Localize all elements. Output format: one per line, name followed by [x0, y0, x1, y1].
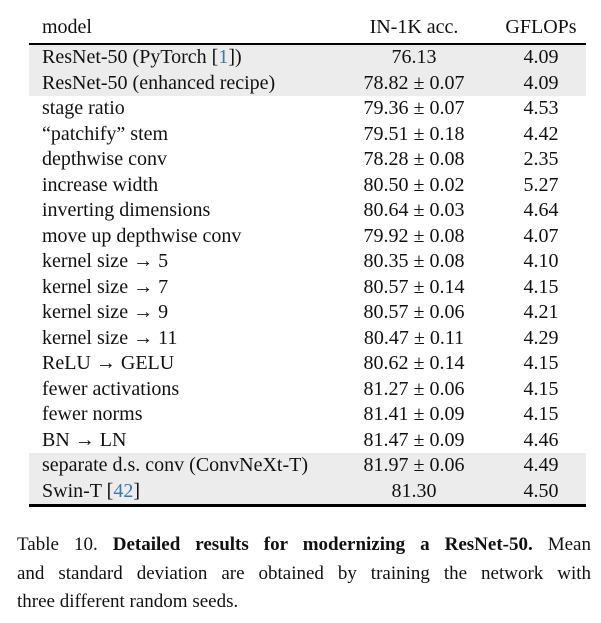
table-body	[29, 45, 586, 507]
table-row	[29, 326, 586, 352]
gflops-cell: 2.35	[523, 148, 559, 171]
column-header-in1k-acc: IN-1K acc.	[369, 16, 459, 38]
table-row	[29, 173, 586, 199]
acc-cell: 78.28 ± 0.08	[363, 148, 465, 171]
acc-cell: 80.57 ± 0.14	[363, 275, 465, 298]
model-text: ]	[133, 479, 140, 502]
table-row	[29, 249, 586, 275]
table-row	[29, 275, 586, 301]
gflops-cell: 4.29	[523, 326, 559, 349]
model-cell: depthwise conv	[42, 148, 167, 171]
model-cell: kernel size → 7	[42, 275, 169, 298]
acc-cell: 80.62 ± 0.14	[363, 352, 465, 375]
gflops-cell: 4.53	[523, 97, 559, 120]
gflops-cell: 4.09	[523, 46, 559, 69]
model-cell	[29, 46, 332, 69]
gflops-cell: 4.15	[523, 377, 559, 400]
acc-cell: 81.41 ± 0.09	[363, 403, 465, 426]
model-cell: kernel size → 5	[42, 250, 169, 273]
table-row	[29, 122, 586, 148]
citation-link-1[interactable]: 1	[218, 46, 229, 69]
table-row	[29, 71, 586, 97]
model-text: ])	[228, 46, 242, 69]
acc-cell: 78.82 ± 0.07	[363, 71, 465, 94]
gflops-cell: 4.09	[523, 71, 559, 94]
gflops-cell: 4.07	[523, 224, 559, 247]
acc-cell: 80.47 ± 0.11	[363, 326, 465, 349]
gflops-cell: 4.15	[523, 275, 559, 298]
acc-cell: 79.51 ± 0.18	[363, 122, 465, 145]
table-caption	[17, 531, 591, 617]
gflops-cell: 4.50	[523, 479, 559, 502]
column-header-gflops: GFLOPs	[505, 16, 577, 38]
table-header-row	[29, 12, 586, 45]
model-cell: increase width	[42, 173, 159, 196]
acc-cell: 80.64 ± 0.03	[363, 199, 465, 222]
acc-cell: 79.92 ± 0.08	[363, 224, 465, 247]
caption-line-1	[17, 531, 591, 560]
acc-cell: 80.57 ± 0.06	[363, 301, 465, 324]
table-row	[29, 147, 586, 173]
column-header-model: model	[42, 16, 92, 38]
model-cell: ResNet-50 (enhanced recipe)	[42, 71, 276, 94]
model-text: ResNet-50 (PyTorch [	[42, 46, 219, 69]
gflops-cell: 4.15	[523, 403, 559, 426]
model-cell: fewer activations	[42, 377, 180, 400]
model-cell: stage ratio	[42, 97, 125, 120]
table-row	[29, 45, 586, 71]
model-cell	[29, 480, 332, 503]
caption-line-2: and standard deviation are obtained by training the network with	[17, 562, 591, 584]
gflops-cell: 4.49	[523, 454, 559, 477]
acc-cell: 81.47 ± 0.09	[363, 428, 465, 451]
acc-cell: 79.36 ± 0.07	[363, 97, 465, 120]
caption-bold-title: Detailed results for modernizing a ResNet-50.	[112, 534, 533, 555]
model-cell: move up depthwise conv	[42, 224, 242, 247]
table-row	[29, 300, 586, 326]
acc-cell: 81.27 ± 0.06	[363, 377, 465, 400]
acc-cell: 76.13	[391, 46, 437, 69]
table-row	[29, 224, 586, 250]
table-row	[29, 198, 586, 224]
table-row	[29, 351, 586, 377]
acc-cell: 80.35 ± 0.08	[363, 250, 465, 273]
model-cell: separate d.s. conv (ConvNeXt-T)	[42, 454, 309, 477]
gflops-cell: 5.27	[523, 173, 559, 196]
model-cell: ReLU → GELU	[42, 352, 175, 375]
caption-line-3: three different random seeds.	[17, 591, 239, 612]
table-row	[29, 402, 586, 428]
model-cell: kernel size → 9	[42, 301, 169, 324]
model-cell: “patchify” stem	[42, 122, 169, 145]
acc-cell: 81.97 ± 0.06	[363, 454, 465, 477]
acc-cell: 80.50 ± 0.02	[363, 173, 465, 196]
gflops-cell: 4.15	[523, 352, 559, 375]
table-row	[29, 96, 586, 122]
caption-text: Mean	[547, 534, 591, 555]
gflops-cell: 4.64	[523, 199, 559, 222]
model-cell: inverting dimensions	[42, 199, 211, 222]
acc-cell: 81.30	[391, 479, 437, 502]
gflops-cell: 4.21	[523, 301, 559, 324]
gflops-cell: 4.42	[523, 122, 559, 145]
model-text: Swin-T [	[42, 479, 114, 502]
table-row	[29, 479, 586, 505]
results-table	[29, 12, 586, 507]
caption-label: Table 10.	[17, 534, 98, 555]
table-row	[29, 428, 586, 454]
model-cell: BN → LN	[42, 428, 127, 451]
citation-link-42[interactable]: 42	[113, 479, 134, 502]
model-cell: kernel size → 11	[42, 326, 178, 349]
gflops-cell: 4.10	[523, 250, 559, 273]
gflops-cell: 4.46	[523, 428, 559, 451]
model-cell: fewer norms	[42, 403, 143, 426]
table-row	[29, 377, 586, 403]
table-row	[29, 453, 586, 479]
